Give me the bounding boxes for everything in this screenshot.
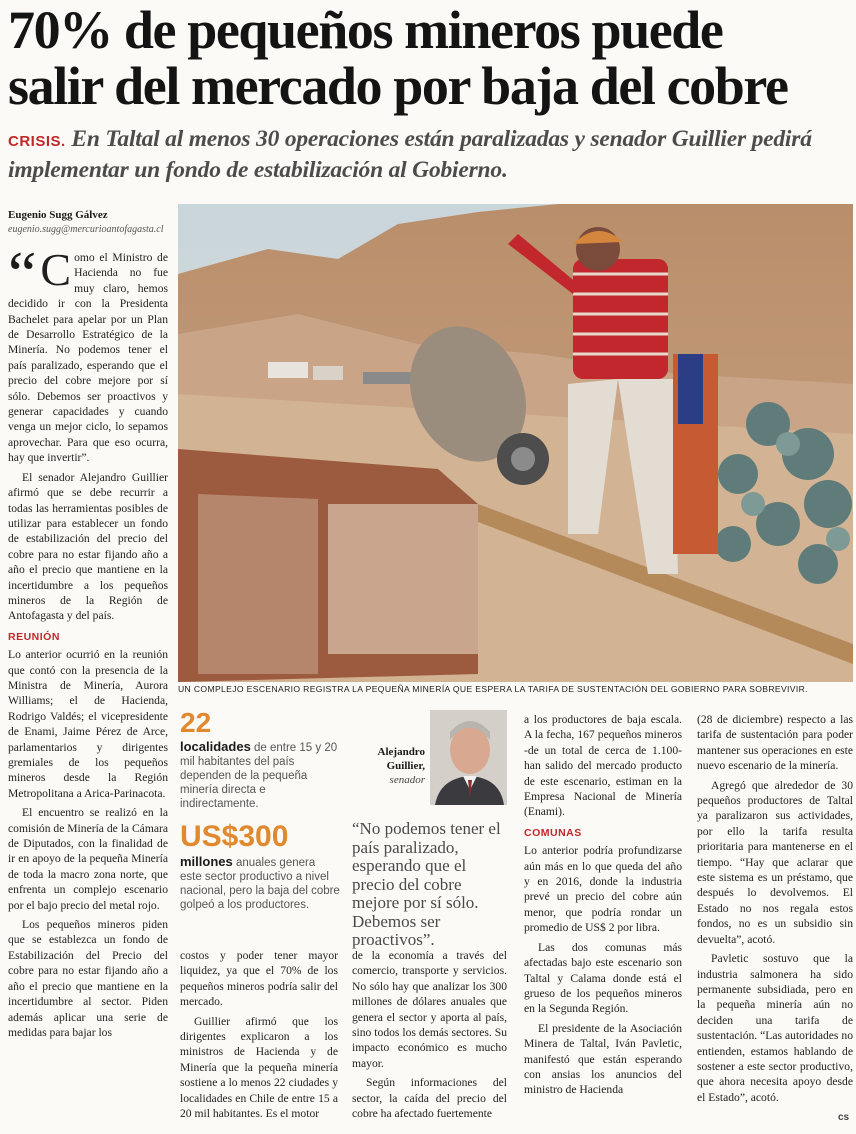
paragraph: Pavletic sostuvo que la industria salmonera ha sido permanente subsidiada, pero en la pequeña minería aún no deciden una tarifa de sustentación. “Las autoridades no entienden, estamos hablando de sostener a este sector productivo, que ahora necesita apoyo desde el Estado”, acotó. — [697, 952, 853, 1104]
fact-desc: de entre 15 y 20 mil habitantes del país dependen de la pequeña minería directa e indirectamente. — [180, 742, 338, 810]
portrait-name: Alejandro Guillier, — [377, 746, 425, 772]
paragraph: Las dos comunas más afectadas bajo este escenario son Taltal y Calama donde está el grueso de los pequeños mineros en la Segunda Región. — [524, 940, 682, 1016]
dropcap: C — [40, 250, 72, 295]
person-portrait-icon — [430, 710, 507, 805]
paragraph: (28 de diciembre) respecto a las tarifa de sustentación para poder mantener sus operaciones en este nuevo escenario de la minería. — [697, 713, 853, 773]
paragraph: de la economía a través del comercio, transporte y servicios. No sólo hay que analizar los 300 millones de dólares anuales que genera el sector y aporta al país, sino todos los demás sectores. Su impacto económico es mucho mayor. — [352, 949, 507, 1070]
fact-number-localidades: 22 — [180, 707, 212, 738]
fact-number-usd: US$300 — [180, 820, 289, 853]
portrait-role: senador — [389, 774, 425, 786]
paragraph: El presidente de la Asociación Minera de Taltal, Iván Pavletic, manifestó que están esperando con ansias los anuncios del ministro de Hacienda — [524, 1021, 682, 1097]
portrait-photo — [430, 710, 507, 805]
fact-bold: millones — [180, 854, 233, 869]
quote-mark: “ — [8, 250, 37, 309]
opening-paragraph — [8, 250, 168, 466]
deck-text: En Taltal al menos 30 operaciones están paralizadas y senador Guillier pedirá implementar un fondo de estabilización al Gobierno. — [8, 126, 812, 183]
paragraph: El senador Alejandro Guillier afirmó que se debe recurrir a todas las herramientas posibles de utilizar para establecer un fondo de estabilización del precio del cobre para no estar fijando año a año el precio que mantiene en la incertidumbre a los pequeños mineros de la Región de Antofagasta y del país. — [8, 470, 168, 623]
fact-text-millones — [180, 855, 340, 912]
paragraph: El encuentro se realizó en la comisión de Minería de la Cámara de Diputados, con la finalidad de ir en apoyo de la pequeña Minería de toda la macro zona norte, que enfrenta un complejo escenario por el bajo precio del metal rojo. — [8, 806, 168, 912]
subheading-comunas: COMUNAS — [524, 826, 582, 839]
portrait-label — [360, 745, 425, 787]
byline-email[interactable]: eugenio.sugg@mercurioantofagasta.cl — [8, 224, 164, 235]
mining-scene-image — [178, 204, 853, 682]
paragraph: Lo anterior ocurrió en la reunión que contó con la presencia de la Ministra de Minería, Aurora Williams; el de Hacienda, Rodrigo Valdés; el vicepresidente de Enami, Jaime Pérez de Arce, parlamentarios y dirigentes gremiales de los pequeños mineros desde la Región Metropolitana a Arica-Parinacota. — [8, 648, 168, 800]
fact-desc: anuales genera este sector productivo a nivel nacional, pero la baja del cobre golpeó a los productores. — [180, 857, 340, 911]
paragraph: Los pequeños mineros piden que se establezca un fondo de Estabilización del Precio del cobre para no estar fijando año a año el precio que mantiene en la incertidumbre al sector. Piden además aplicar una serie de medidas para bajar los — [8, 918, 168, 1039]
headline-line-1: 70% de pequeños mineros puede — [8, 0, 723, 60]
column-5 — [697, 712, 853, 1128]
byline-author: Eugenio Sugg Gálvez — [8, 209, 108, 221]
fact-text-localidades — [180, 740, 340, 811]
mining-photo — [178, 204, 853, 682]
column-3-bottom — [352, 948, 507, 1128]
column-2-bottom — [180, 948, 338, 1128]
photo-caption: UN COMPLEJO ESCENARIO REGISTRA LA PEQUEÑA MINERÍA QUE ESPERA LA TARIFA DE SUSTENTACIÓN DEL GOBIERNO PARA SOBREVIVIR. — [178, 684, 808, 694]
paragraph: omo el Ministro de Hacienda no fue muy claro, hemos decidido ir con la Presidenta Bachelet para apelar por un Plan de Desarrollo Estratégico de la Minería. No podemos tener el país paralizado, esperando que el precio del cobre mejore por sí sólo. Debemos ser proactivos y generar capacidades y cuando venga un mejor ciclo, lo sepamos aprovechar. Para que eso ocurra, hay que invertir”. — [8, 251, 168, 465]
subheading-reunion: REUNIÓN — [8, 630, 60, 643]
column-1 — [8, 250, 168, 1128]
headline-line-2: salir del mercado por baja del cobre — [8, 56, 788, 116]
deck-kicker: CRISIS. — [8, 133, 66, 150]
headline — [8, 2, 853, 114]
paragraph: costos y poder tener mayor liquidez, ya que el 70% de los pequeños mineros podría salir del mercado. — [180, 949, 338, 1009]
end-mark-icon: cs — [838, 1112, 850, 1123]
paragraph: Agregó que alrededor de 30 pequeños productores de Taltal ya paralizaron sus actividades, por ello la tarifa resulta prioritaria para mantenerse en el tiempo. “Hay que aclarar que este sistema es un préstamo, que después lo devolvemos. El Estado no nos regala estos fondos, no es un subsidio sin devuelta”, acotó. — [697, 778, 853, 946]
paragraph: Lo anterior podría profundizarse aún más en lo que queda del año y en 2016, donde la industria prevé un precio del cobre aún menor, que podría rondar un promedio de US$ 2 por libra. — [524, 844, 682, 935]
fact-bold: localidades — [180, 739, 251, 754]
fact-box — [180, 708, 340, 912]
pull-quote: “No podemos tener el país paralizado, esperando que el precio del cobre mejore por sí sólo. Debemos ser proactivos”. — [352, 819, 501, 949]
paragraph: Según informaciones del sector, la caída del precio del cobre ha afectado fuertemente — [352, 1076, 507, 1121]
paragraph: a los productores de baja escala. A la fecha, 167 pequeños mineros -de un total de cerca de 1.100- han salido del mercado producto de este escenario, estiman en la Empresa Nacional de Minería (Enami). — [524, 713, 682, 819]
column-4 — [524, 712, 682, 1128]
paragraph: Guillier afirmó que los dirigentes explicaron a los ministros de Hacienda y de Minería que la pequeña minería sostiene a lo menos 22 ciudades y localidades en Chile de entre 15 a 20 mil habitantes. Es el motor — [180, 1014, 338, 1121]
deck — [8, 125, 853, 184]
